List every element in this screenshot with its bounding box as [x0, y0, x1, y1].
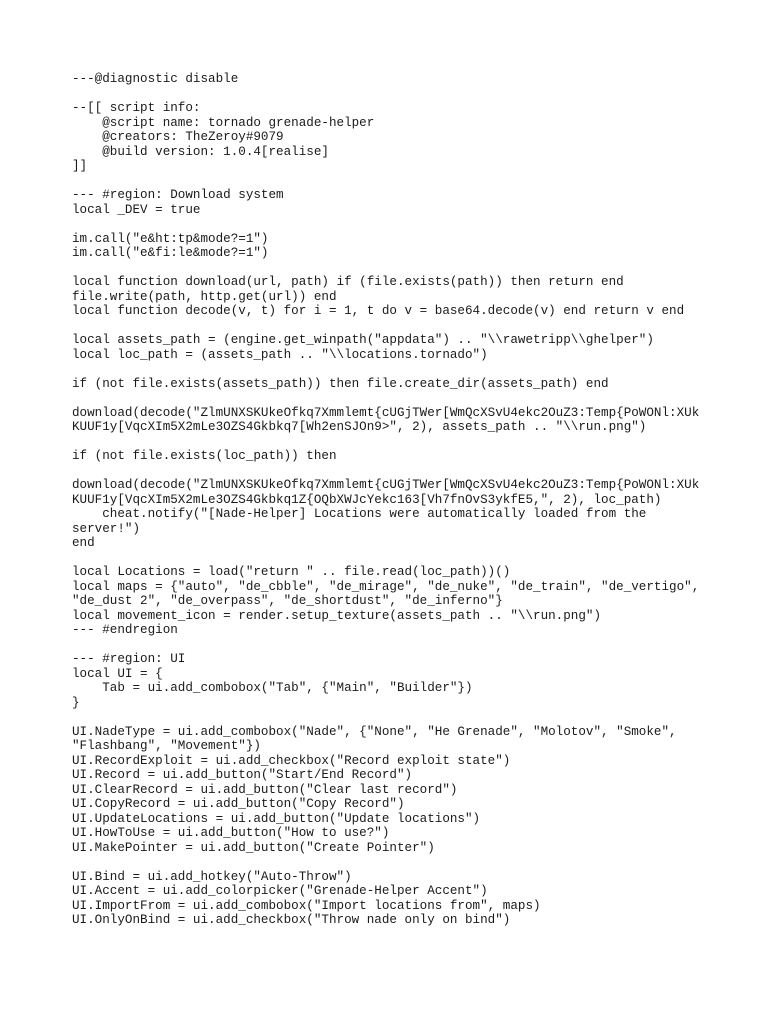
code-line: @build version: 1.0.4[realise] — [72, 144, 329, 159]
blank-line — [72, 174, 712, 189]
code-line: --- #endregion — [72, 623, 178, 637]
code-line: Tab = ui.add_combobox("Tab", {"Main", "Builder"}) — [72, 681, 473, 695]
code-line: --- #region: UI — [72, 652, 186, 666]
blank-line — [72, 319, 712, 334]
code-line: "de_dust 2", "de_overpass", "de_shortdust", "de_inferno"} — [72, 594, 503, 608]
code-line: local _DEV = true — [72, 202, 201, 217]
code-line: UI.OnlyOnBind = ui.add_checkbox("Throw nade only on bind") — [72, 913, 511, 927]
code-line: KUUF1y[VqcXIm5X2mLe3OZS4Gkbkq7[Wh2enSJOn9>", 2), assets_path .. "\\run.png") — [72, 420, 647, 434]
code-line: local function decode(v, t) for i = 1, t do v = base64.decode(v) end return v end — [72, 304, 685, 318]
code-line: "Flashbang", "Movement"}) — [72, 739, 261, 753]
blank-line — [72, 391, 712, 406]
code-line: download(decode("ZlmUNXSKUkeOfkq7Xmmlemt{cUGjTWer[WmQcXSvU4ekc2OuZ3:Temp{PoWONl:XUk — [72, 478, 700, 492]
code-line: download(decode("ZlmUNXSKUkeOfkq7Xmmlemt{cUGjTWer[WmQcXSvU4ekc2OuZ3:Temp{PoWONl:XUk — [72, 405, 700, 420]
code-line: local assets_path = (engine.get_winpath("appdata") .. "\\rawetripp\\ghelper") — [72, 333, 654, 347]
blank-line — [72, 710, 712, 725]
blank-line — [72, 435, 712, 450]
code-line: @creators: TheZeroy#9079 — [72, 130, 284, 144]
code-line: @script name: tornado grenade-helper — [72, 115, 375, 130]
code-line: --[[ script info: — [72, 101, 201, 115]
code-line: cheat.notify("[Nade-Helper] Locations were automatically loaded from the — [72, 507, 647, 521]
code-line: UI.ImportFrom = ui.add_combobox("Import locations from", maps) — [72, 898, 541, 913]
code-line: UI.HowToUse = ui.add_button("How to use?") — [72, 826, 390, 840]
code-line: UI.CopyRecord = ui.add_button("Copy Record") — [72, 797, 405, 811]
code-line: ]] — [72, 159, 88, 173]
code-line: local function download(url, path) if (file.exists(path)) then return end — [72, 275, 624, 289]
blank-line — [72, 87, 712, 102]
code-line: local loc_path = (assets_path .. "\\locations.tornado") — [72, 347, 488, 362]
code-line: UI.Bind = ui.add_hotkey("Auto-Throw") — [72, 869, 352, 884]
code-line: UI.RecordExploit = ui.add_checkbox("Record exploit state") — [72, 753, 511, 768]
blank-line — [72, 638, 712, 653]
code-line: local movement_icon = render.setup_texture(assets_path .. "\\run.png") — [72, 608, 602, 623]
blank-line — [72, 551, 712, 566]
code-line: UI.Accent = ui.add_colorpicker("Grenade-Helper Accent") — [72, 884, 488, 898]
blank-line — [72, 217, 712, 232]
code-line: UI.UpdateLocations = ui.add_button("Update locations") — [72, 811, 481, 826]
code-line: file.write(path, http.get(url)) end — [72, 289, 337, 304]
blank-line — [72, 464, 712, 479]
code-line: im.call("e&fi:le&mode?=1") — [72, 246, 269, 260]
code-line: if (not file.exists(assets_path)) then file.create_dir(assets_path) end — [72, 376, 609, 391]
code-line: UI.NadeType = ui.add_combobox("Nade", {"None", "He Grenade", "Molotov", "Smoke", — [72, 724, 677, 739]
code-line: server!") — [72, 521, 141, 536]
blank-line — [72, 261, 712, 276]
blank-line — [72, 855, 712, 870]
code-line: --- #region: Download system — [72, 188, 284, 202]
code-line: UI.MakePointer = ui.add_button("Create Pointer") — [72, 840, 435, 855]
code-line: UI.Record = ui.add_button("Start/End Record") — [72, 768, 413, 782]
code-line: local UI = { — [72, 666, 163, 681]
code-line: if (not file.exists(loc_path)) then — [72, 449, 337, 463]
code-line: end — [72, 536, 95, 550]
code-line: ---@diagnostic disable — [72, 72, 239, 86]
code-line: } — [72, 695, 80, 710]
blank-line — [72, 362, 712, 377]
code-line: local maps = {"auto", "de_cbble", "de_mirage", "de_nuke", "de_train", "de_vertigo", — [72, 579, 700, 594]
code-listing — [72, 72, 712, 928]
code-line: UI.ClearRecord = ui.add_button("Clear last record") — [72, 782, 458, 797]
code-line: im.call("e&ht:tp&mode?=1") — [72, 231, 269, 246]
code-line: local Locations = load("return " .. file.read(loc_path))() — [72, 565, 511, 579]
code-line: KUUF1y[VqcXIm5X2mLe3OZS4Gkbkq1Z{OQbXWJcYekc163[Vh7fnOvS3ykfE5,", 2), loc_path) — [72, 492, 662, 507]
